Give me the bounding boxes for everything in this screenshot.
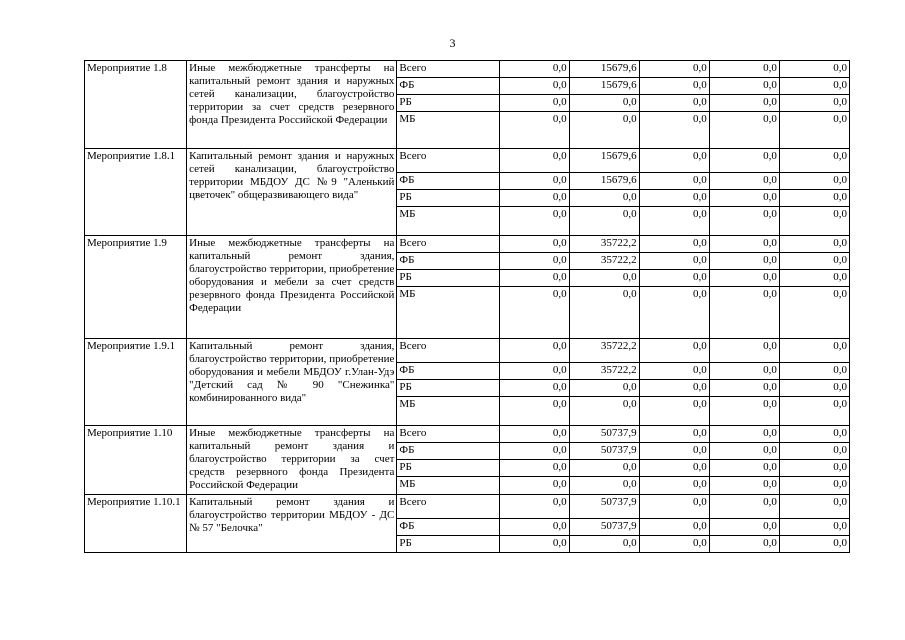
- funding-source: ФБ: [397, 78, 499, 95]
- budget-table-body: [85, 61, 850, 553]
- amount-cell: 0,0: [779, 363, 849, 380]
- amount-cell: 0,0: [779, 190, 849, 207]
- amount-cell: 0,0: [499, 78, 569, 95]
- amount-cell: 0,0: [499, 207, 569, 236]
- amount-cell: 35722,2: [569, 363, 639, 380]
- amount-cell: 0,0: [499, 112, 569, 149]
- amount-cell: 0,0: [779, 253, 849, 270]
- measure-code: Мероприятие 1.9: [85, 236, 187, 339]
- amount-cell: 0,0: [709, 443, 779, 460]
- amount-cell: 0,0: [709, 207, 779, 236]
- amount-cell: 0,0: [569, 112, 639, 149]
- amount-cell: 0,0: [779, 477, 849, 495]
- amount-cell: 0,0: [499, 363, 569, 380]
- amount-cell: 0,0: [779, 61, 849, 78]
- amount-cell: 0,0: [499, 236, 569, 253]
- measure-code: Мероприятие 1.10: [85, 426, 187, 495]
- amount-cell: 0,0: [499, 519, 569, 536]
- amount-cell: 0,0: [639, 236, 709, 253]
- amount-cell: 0,0: [569, 95, 639, 112]
- amount-cell: 0,0: [639, 536, 709, 553]
- amount-cell: 0,0: [709, 380, 779, 397]
- amount-cell: 0,0: [779, 495, 849, 519]
- amount-cell: 0,0: [639, 95, 709, 112]
- amount-cell: 0,0: [709, 112, 779, 149]
- amount-cell: 50737,9: [569, 426, 639, 443]
- amount-cell: 0,0: [639, 443, 709, 460]
- amount-cell: 0,0: [709, 61, 779, 78]
- budget-table: [84, 60, 850, 553]
- amount-cell: 0,0: [499, 477, 569, 495]
- amount-cell: 0,0: [639, 253, 709, 270]
- amount-cell: 15679,6: [569, 149, 639, 173]
- amount-cell: 0,0: [709, 236, 779, 253]
- table-row: [85, 426, 850, 443]
- page-number: 3: [449, 36, 456, 50]
- amount-cell: 35722,2: [569, 339, 639, 363]
- amount-cell: 0,0: [779, 173, 849, 190]
- amount-cell: 0,0: [639, 61, 709, 78]
- amount-cell: 0,0: [639, 287, 709, 339]
- funding-source: МБ: [397, 287, 499, 339]
- amount-cell: 0,0: [569, 460, 639, 477]
- funding-source: МБ: [397, 207, 499, 236]
- amount-cell: 0,0: [779, 339, 849, 363]
- amount-cell: 0,0: [709, 397, 779, 426]
- amount-cell: 0,0: [779, 460, 849, 477]
- amount-cell: 0,0: [779, 287, 849, 339]
- funding-source: ФБ: [397, 253, 499, 270]
- amount-cell: 0,0: [639, 495, 709, 519]
- amount-cell: 0,0: [709, 95, 779, 112]
- amount-cell: 0,0: [709, 460, 779, 477]
- funding-source: Всего: [397, 61, 499, 78]
- amount-cell: 0,0: [499, 460, 569, 477]
- amount-cell: 0,0: [709, 78, 779, 95]
- amount-cell: 0,0: [709, 363, 779, 380]
- amount-cell: 0,0: [779, 536, 849, 553]
- measure-description: Капитальный ремонт здания, благоустройство территории, приобретение оборудования и мебели МБДОУ г.Улан-Удэ "Детский сад № 90 "Снежинка" комбинированного вида": [187, 339, 397, 426]
- measure-description: Капитальный ремонт здания и наружных сетей канализации, благоустройство территории МБДОУ ДС №9 "Аленький цветочек" общеразвивающего вида": [187, 149, 397, 236]
- amount-cell: 15679,6: [569, 173, 639, 190]
- funding-source: Всего: [397, 149, 499, 173]
- amount-cell: 0,0: [569, 190, 639, 207]
- amount-cell: 0,0: [779, 270, 849, 287]
- funding-source: РБ: [397, 380, 499, 397]
- amount-cell: 0,0: [709, 495, 779, 519]
- amount-cell: 0,0: [639, 112, 709, 149]
- amount-cell: 0,0: [639, 339, 709, 363]
- amount-cell: 0,0: [709, 270, 779, 287]
- amount-cell: 0,0: [499, 253, 569, 270]
- funding-source: Всего: [397, 426, 499, 443]
- funding-source: РБ: [397, 460, 499, 477]
- measure-description: Капитальный ремонт здания и благоустройство территории МБДОУ - ДС № 57 "Белочка": [187, 495, 397, 553]
- funding-source: МБ: [397, 397, 499, 426]
- amount-cell: 0,0: [499, 61, 569, 78]
- amount-cell: 0,0: [499, 190, 569, 207]
- table-row: [85, 339, 850, 363]
- amount-cell: 0,0: [779, 207, 849, 236]
- table-row: [85, 236, 850, 253]
- measure-description: Иные межбюджетные трансферты на капитальный ремонт здания, благоустройство территории, приобретение оборудования и мебели за счет средств резервного фонда Президента Российской Федерации: [187, 236, 397, 339]
- funding-source: Всего: [397, 236, 499, 253]
- amount-cell: 0,0: [779, 426, 849, 443]
- amount-cell: 0,0: [779, 380, 849, 397]
- amount-cell: 15679,6: [569, 78, 639, 95]
- funding-source: МБ: [397, 477, 499, 495]
- amount-cell: 0,0: [779, 112, 849, 149]
- amount-cell: 0,0: [639, 477, 709, 495]
- amount-cell: 0,0: [639, 173, 709, 190]
- table-row: [85, 61, 850, 78]
- amount-cell: 15679,6: [569, 61, 639, 78]
- funding-source: РБ: [397, 190, 499, 207]
- amount-cell: 0,0: [639, 270, 709, 287]
- amount-cell: 0,0: [499, 426, 569, 443]
- amount-cell: 0,0: [639, 207, 709, 236]
- table-row: [85, 149, 850, 173]
- amount-cell: 0,0: [779, 443, 849, 460]
- amount-cell: 0,0: [709, 477, 779, 495]
- measure-description: Иные межбюджетные трансферты на капитальный ремонт здания и благоустройство территории за счет средств резервного фонда Президента Российской Федерации: [187, 426, 397, 495]
- amount-cell: 0,0: [709, 339, 779, 363]
- amount-cell: 35722,2: [569, 253, 639, 270]
- amount-cell: 0,0: [639, 380, 709, 397]
- amount-cell: 50737,9: [569, 443, 639, 460]
- amount-cell: 0,0: [709, 253, 779, 270]
- amount-cell: 0,0: [499, 536, 569, 553]
- amount-cell: 0,0: [499, 287, 569, 339]
- amount-cell: 0,0: [569, 270, 639, 287]
- amount-cell: 0,0: [569, 207, 639, 236]
- amount-cell: 0,0: [569, 397, 639, 426]
- amount-cell: 0,0: [569, 380, 639, 397]
- amount-cell: 50737,9: [569, 519, 639, 536]
- measure-code: Мероприятие 1.9.1: [85, 339, 187, 426]
- amount-cell: 0,0: [499, 397, 569, 426]
- amount-cell: 35722,2: [569, 236, 639, 253]
- funding-source: ФБ: [397, 173, 499, 190]
- amount-cell: 0,0: [639, 149, 709, 173]
- amount-cell: 0,0: [709, 536, 779, 553]
- amount-cell: 0,0: [569, 287, 639, 339]
- amount-cell: 0,0: [779, 95, 849, 112]
- amount-cell: 0,0: [779, 236, 849, 253]
- funding-source: РБ: [397, 270, 499, 287]
- amount-cell: 0,0: [639, 460, 709, 477]
- amount-cell: 0,0: [639, 426, 709, 443]
- amount-cell: 0,0: [639, 519, 709, 536]
- amount-cell: 0,0: [709, 173, 779, 190]
- funding-source: Всего: [397, 339, 499, 363]
- measure-code: Мероприятие 1.8: [85, 61, 187, 149]
- amount-cell: 0,0: [499, 173, 569, 190]
- amount-cell: 0,0: [639, 78, 709, 95]
- amount-cell: 0,0: [639, 397, 709, 426]
- amount-cell: 0,0: [709, 287, 779, 339]
- funding-source: ФБ: [397, 443, 499, 460]
- table-row: [85, 495, 850, 519]
- measure-code: Мероприятие 1.10.1: [85, 495, 187, 553]
- amount-cell: 0,0: [499, 495, 569, 519]
- amount-cell: 0,0: [499, 270, 569, 287]
- amount-cell: 0,0: [499, 339, 569, 363]
- funding-source: МБ: [397, 112, 499, 149]
- amount-cell: 0,0: [709, 190, 779, 207]
- amount-cell: 0,0: [709, 519, 779, 536]
- funding-source: ФБ: [397, 363, 499, 380]
- funding-source: ФБ: [397, 519, 499, 536]
- amount-cell: 0,0: [639, 190, 709, 207]
- amount-cell: 0,0: [639, 363, 709, 380]
- amount-cell: 0,0: [779, 519, 849, 536]
- measure-code: Мероприятие 1.8.1: [85, 149, 187, 236]
- amount-cell: 0,0: [779, 149, 849, 173]
- amount-cell: 0,0: [709, 149, 779, 173]
- amount-cell: 0,0: [779, 397, 849, 426]
- amount-cell: 0,0: [569, 536, 639, 553]
- amount-cell: 0,0: [499, 149, 569, 173]
- funding-source: Всего: [397, 495, 499, 519]
- amount-cell: 0,0: [499, 443, 569, 460]
- funding-source: РБ: [397, 536, 499, 553]
- measure-description: Иные межбюджетные трансферты на капитальный ремонт здания и наружных сетей канализации, благоустройство территории за счет средств резервного фонда Президента Российской Федерации: [187, 61, 397, 149]
- amount-cell: 0,0: [499, 380, 569, 397]
- amount-cell: 0,0: [569, 477, 639, 495]
- amount-cell: 50737,9: [569, 495, 639, 519]
- funding-source: РБ: [397, 95, 499, 112]
- amount-cell: 0,0: [709, 426, 779, 443]
- amount-cell: 0,0: [779, 78, 849, 95]
- amount-cell: 0,0: [499, 95, 569, 112]
